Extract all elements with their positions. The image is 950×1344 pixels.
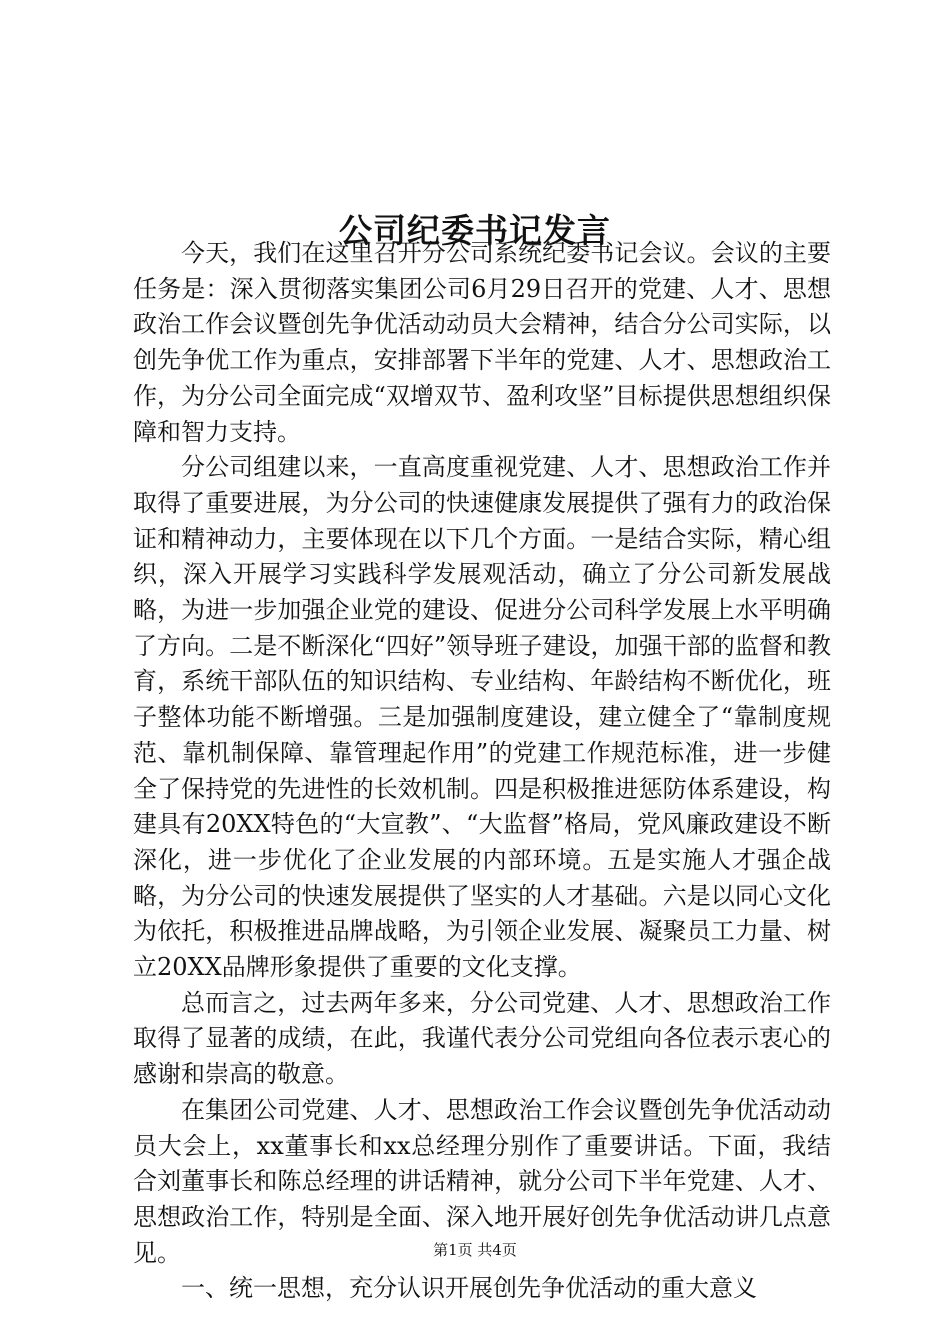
paragraph-2: 分公司组建以来，一直高度重视党建、人才、思想政治工作并取得了重要进展，为分公司的快速健康发展提供了强有力的政治保证和精神动力，主要体现在以下几个方面。一是结合实际，精心组织，深入开展学习实践科学发展观活动，确立了分公司新发展战略，为进一步加强企业党的建设、促进分公司科学发展上水平明确了方向。二是不断深化“四好”领导班子建设，加强干部的监督和教育，系统干部队伍的知识结构、专业结构、年龄结构不断优化，班子整体功能不断增强。三是加强制度建设，建立健全了“靠制度规范、靠机制保障、靠管理起作用”的党建工作规范标准，进一步健全了保持党的先进性的长效机制。四是积极推进惩防体系建设，构建具有20XX特色的“大宣教”、“大监督”格局，党风廉政建设不断深化，进一步优化了企业发展的内部环境。五是实施人才强企战略，为分公司的快速发展提供了坚实的人才基础。六是以同心文化为依托，积极推进品牌战略，为引领企业发展、凝聚员工力量、树立20XX品牌形象提供了重要的文化支撑。 bbox=[133, 453, 831, 982]
section-heading-1: 一、统一思想，充分认识开展创先争优活动的重大意义 bbox=[181, 1274, 757, 1303]
paragraph-4: 在集团公司党建、人才、思想政治工作会议暨创先争优活动动员大会上，xx董事长和xx总经理分别作了重要讲话。下面，我结合刘董事长和陈总经理的讲话精神，就分公司下半年党建、人才、思想政治工作，特别是全面、深入地开展好创先争优活动讲几点意见。 bbox=[133, 1095, 831, 1267]
paragraph-1: 今天，我们在这里召开分公司系统纪委书记会议。会议的主要任务是：深入贯彻落实集团公司6月29日召开的党建、人才、思想政治工作会议暨创先争优活动动员大会精神，结合分公司实际，以创先争优工作为重点，安排部署下半年的党建、人才、思想政治工作，为分公司全面完成“双增双节、盈利攻坚”目标提供思想组织保障和智力支持。 bbox=[133, 239, 831, 446]
page-number-footer: 第1页 共4页 bbox=[433, 1241, 517, 1259]
document-title: 公司纪委书记发言 bbox=[339, 211, 611, 251]
paragraph-3: 总而言之，过去两年多来，分公司党建、人才、思想政治工作取得了显著的成绩，在此，我谨代表分公司党组向各位表示衷心的感谢和崇高的敬意。 bbox=[133, 988, 831, 1089]
document-body bbox=[133, 236, 831, 1307]
